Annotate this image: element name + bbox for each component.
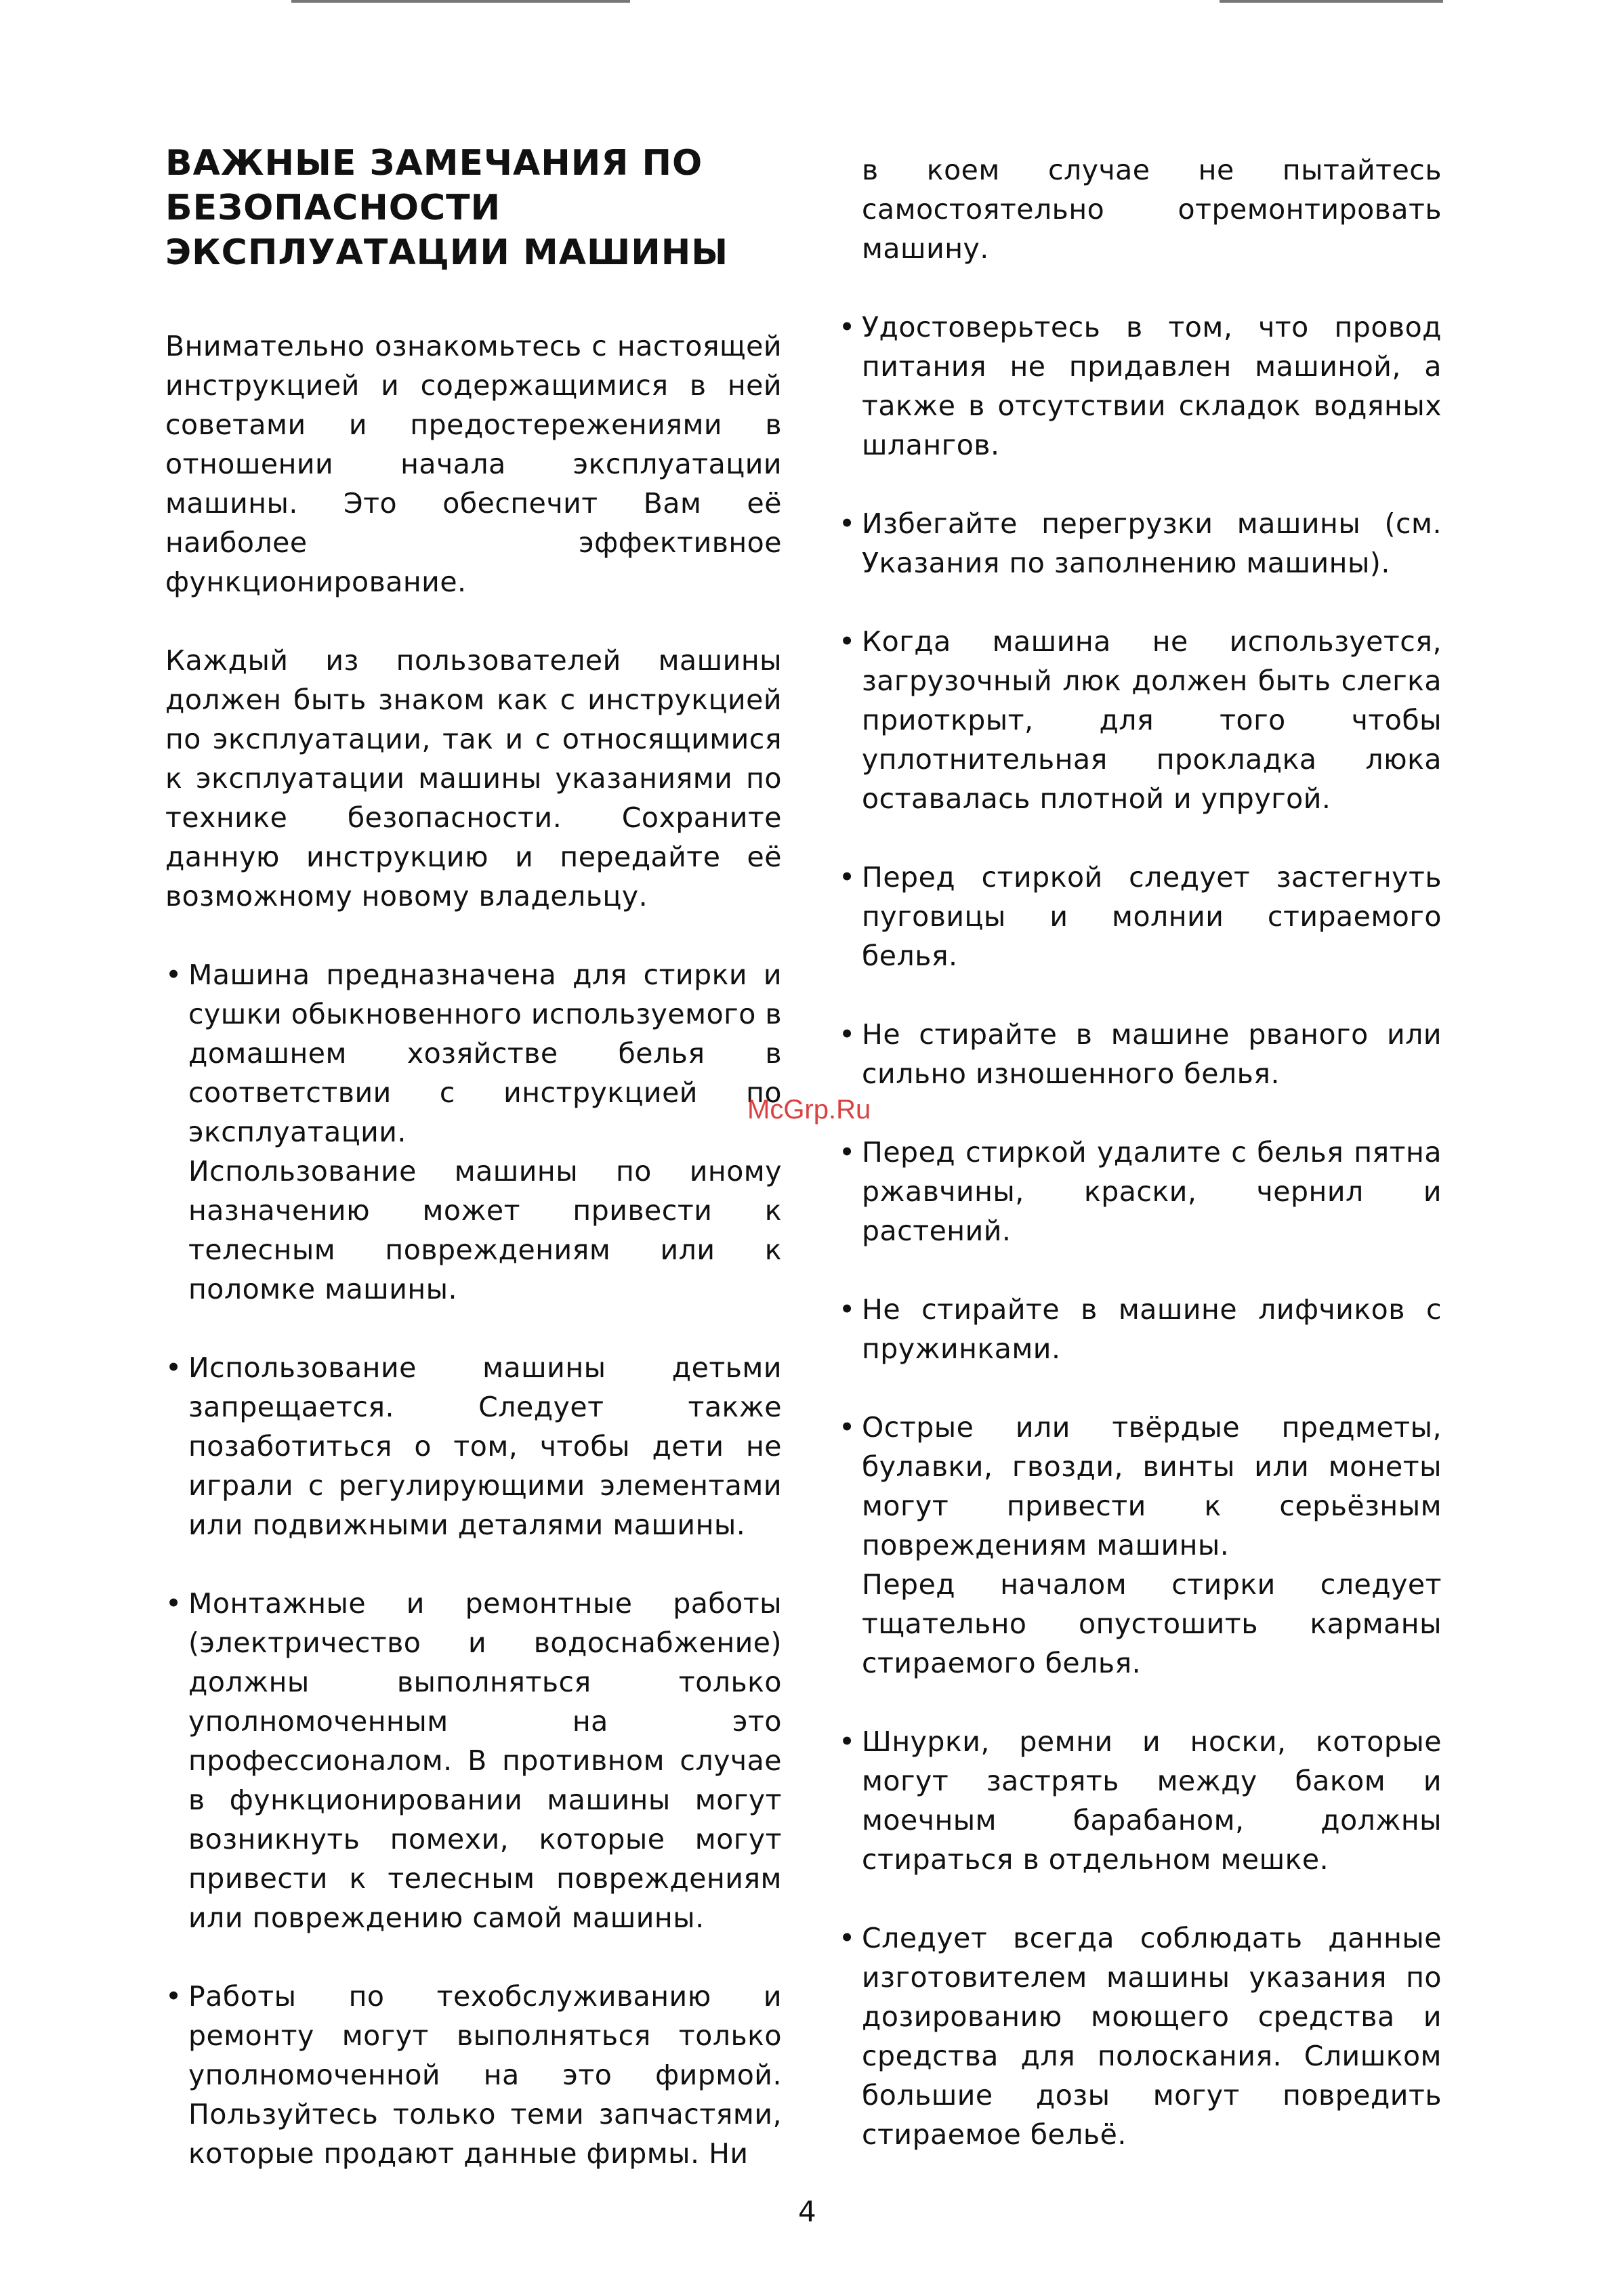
item-text: • Использование машины детьми запрещается. Следует также позаботиться о том, чтобы дети не играли с регулирующими элементами или подвижными деталями машины.	[188, 1351, 782, 1541]
list-item	[839, 1290, 1442, 1368]
item-text: • Перед стиркой следует застегнуть пуговицы и молнии стираемого белья.	[862, 861, 1442, 972]
left-column	[165, 141, 782, 2212]
title-line: БЕЗОПАСНОСТИ	[165, 188, 501, 228]
list-item	[165, 1348, 782, 1545]
title-line: ЭКСПЛУАТАЦИИ МАШИНЫ	[165, 232, 729, 273]
item-text: • Острые или твёрдые предметы, булавки, гвозди, винты или монеты могут привести к серьёзным повреждениям машины.	[862, 1411, 1442, 1561]
page-title	[165, 141, 782, 275]
title-line: ВАЖНЫЕ ЗАМЕЧАНИЯ ПО	[165, 143, 703, 184]
list-item	[839, 1133, 1442, 1251]
item-text: • Машина предназначена для стирки и сушки обыкновенного используемого в домашнем хозяйстве белья в соответствии с инструкцией по эксплуатации.	[188, 959, 782, 1148]
item-text: • Когда машина не используется, загрузочный люк должен быть слегка приоткрыт, для того чтобы уплотнительная прокладка люка оставалась плотной и упругой.	[862, 625, 1442, 815]
scan-artifact-left	[291, 0, 630, 3]
left-safety-list	[165, 955, 782, 2173]
item-text: • Не стирайте в машине рваного или сильно изношенного белья.	[862, 1018, 1442, 1090]
item-extra: Использование машины по иному назначению может привести к телесным повреждениям или к поломке машины.	[188, 1155, 782, 1305]
item-text: • Монтажные и ремонтные работы (электричество и водоснабжение) должны выполняться только уполномоченным на это профессионалом. В противном случае в функционировании машины могут возникнуть помехи, которые могут привести к телесным повреждениям или повреждению самой машины.	[188, 1587, 782, 1934]
item-extra: Перед началом стирки следует тщательно опустошить карманы стираемого белья.	[862, 1568, 1442, 1679]
list-item	[839, 858, 1442, 975]
list-item	[165, 1977, 782, 2173]
list-item	[165, 955, 782, 1309]
continued-text: в коем случае не пытайтесь самостоятельно отремонтировать машину.	[862, 154, 1442, 265]
list-item	[839, 1408, 1442, 1683]
intro-paragraph: Внимательно ознакомьтесь с настоящей инструкцией и содержащимися в ней советами и предостережениями в отношении начала эксплуатации машины. Это обеспечит Вам её наиболее эффективное функционирование.	[165, 330, 782, 598]
right-safety-list	[839, 308, 1442, 2154]
list-item	[165, 1584, 782, 1937]
list-item	[839, 308, 1442, 465]
item-text: • Избегайте перегрузки машины (см. Указания по заполнению машины).	[862, 507, 1442, 579]
item-text: • Перед стиркой удалите с белья пятна ржавчины, краски, чернил и растений.	[862, 1136, 1442, 1247]
right-column	[839, 150, 1442, 2194]
watermark: McGrp.Ru	[747, 1095, 871, 1125]
list-item	[839, 504, 1442, 583]
item-text: • Работы по техобслуживанию и ремонту могут выполняться только уполномоченной на это фирмой. Пользуйтесь только теми запчастями, которые продают данные фирмы. Ни	[188, 1980, 782, 2170]
item-text: • Следует всегда соблюдать данные изготовителем машины указания по дозированию моющего средства и средства для полоскания. Слишком большие дозы могут повредить стираемое бельё.	[862, 1922, 1442, 2151]
list-item	[839, 1722, 1442, 1879]
page-number: 4	[798, 2195, 816, 2228]
intro-paragraph: Каждый из пользователей машины должен быть знаком как с инструкцией по эксплуатации, так и с относящимися к эксплуатации машины указаниями по технике безопасности. Сохраните данную инструкцию и передайте её возможному новому владельцу.	[165, 644, 782, 912]
item-text: • Шнурки, ремни и носки, которые могут застрять между баком и моечным барабаном, должны стираться в отдельном мешке.	[862, 1725, 1442, 1876]
scan-artifact-right	[1220, 0, 1443, 3]
list-item	[839, 1918, 1442, 2154]
list-item	[839, 1015, 1442, 1093]
item-text: • Не стирайте в машине лифчиков с пружинками.	[862, 1293, 1442, 1365]
item-text: • Удостоверьтесь в том, что провод питания не придавлен машиной, а также в отсутствии складок водяных шлангов.	[862, 311, 1442, 461]
list-item	[839, 622, 1442, 818]
